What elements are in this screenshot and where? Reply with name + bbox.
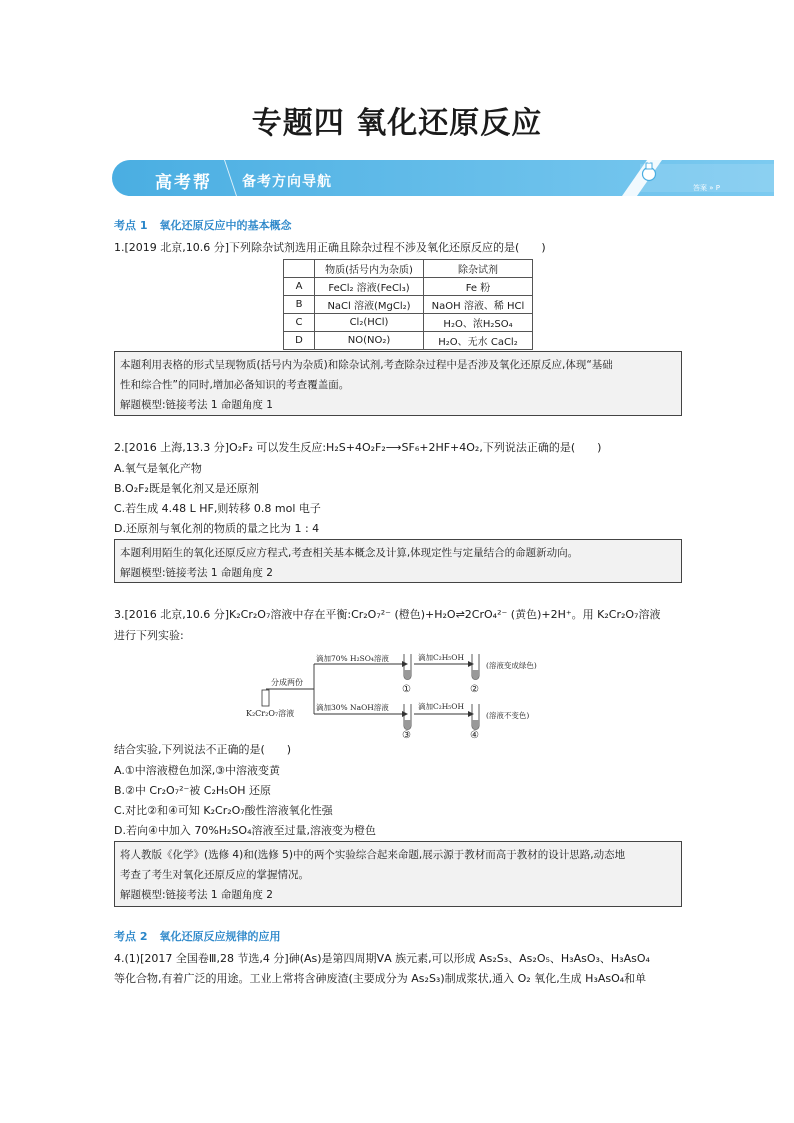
banner-subtitle: 备考方向导航 xyxy=(242,174,332,190)
note-line: 解题模型:链接考法 1 命题角度 2 xyxy=(120,889,273,901)
table-cell: A xyxy=(284,278,315,296)
question-3-stem-continued: 进行下列实验: xyxy=(114,629,184,642)
test-tube-icon xyxy=(472,704,479,730)
table-cell: NaCl 溶液(MgCl₂) xyxy=(315,296,424,314)
question-3-option: A.①中溶液橙色加深,③中溶液变黄 xyxy=(114,764,281,777)
table-row xyxy=(284,332,533,350)
note-line: 性和综合性”的同时,增加必备知识的考查覆盖面。 xyxy=(120,379,350,391)
question-4-stem-continued: 等化合物,有着广泛的用途。工业上常将含砷废渣(主要成分为 As₂S₃)制成浆状,通入 O₂ 氧化,生成 H₃AsO₄和单 xyxy=(114,972,647,985)
lightbulb-icon xyxy=(640,160,658,186)
question-3-prompt: 结合实验,下列说法不正确的是( ) xyxy=(114,743,292,756)
note-line: 考查了考生对氧化还原反应的掌握情况。 xyxy=(120,869,309,881)
question-4-stem: 4.(1)[2017 全国卷Ⅲ,28 节选,4 分]砷(As)是第四周期ⅤA 族元素,可以形成 As₂S₃、As₂O₅、H₃AsO₃、H₃AsO₄ xyxy=(114,952,650,965)
table-cell: H₂O、浓H₂SO₄ xyxy=(424,314,533,332)
section-heading-1 xyxy=(114,218,291,234)
tube-label-2: ② xyxy=(470,684,479,695)
table-cell: B xyxy=(284,296,315,314)
table-header-cell: 除杂试剂 xyxy=(424,260,533,278)
question-2-option: D.还原剂与氧化剂的物质的量之比为 1 : 4 xyxy=(114,522,320,535)
tube-label-3: ③ xyxy=(402,730,411,740)
test-tube-icon xyxy=(472,654,479,680)
table-header-row xyxy=(284,260,533,278)
question-1-table xyxy=(283,259,533,350)
note-line: 本题利用表格的形式呈现物质(括号内为杂质)和除杂试剂,考查除杂过程中是否涉及氧化还原反应,体现“基础 xyxy=(120,359,613,371)
note-line: 将人教版《化学》(选修 4)和(选修 5)中的两个实验综合起来命题,展示源于教材而高于教材的设计思路,动态地 xyxy=(120,849,626,861)
test-tube-icon xyxy=(404,654,411,680)
split-label: 分成两份 xyxy=(271,678,303,687)
question-3-note-box xyxy=(114,841,682,907)
section-label: 考点 2 xyxy=(114,930,148,943)
question-3-option: B.②中 Cr₂O₇²⁻被 C₂H₅OH 还原 xyxy=(114,784,271,797)
table-header-cell xyxy=(284,260,315,278)
top-result-label: (溶液变成绿色) xyxy=(486,661,537,670)
question-1-note-box xyxy=(114,351,682,416)
section-title: 氧化还原反应中的基本概念 xyxy=(159,219,292,232)
note-line: 本题利用陌生的氧化还原反应方程式,考查相关基本概念及计算,体现定性与定量结合的命题新动向。 xyxy=(120,547,579,559)
answer-page-tag: 答案 » P xyxy=(693,184,720,192)
page-title: 专题四 氧化还原反应 xyxy=(251,106,543,141)
banner-brand: 高考帮 xyxy=(155,173,212,193)
question-2-note-box xyxy=(114,539,682,583)
question-3-stem: 3.[2016 北京,10.6 分]K₂Cr₂O₇溶液中存在平衡:Cr₂O₇²⁻ (橙色)+H₂O⇌2CrO₄²⁻ (黄色)+2H⁺。用 K₂Cr₂O₇溶液 xyxy=(114,608,661,621)
question-2-stem: 2.[2016 上海,13.3 分]O₂F₂ 可以发生反应:H₂S+4O₂F₂⟶SF₆+2HF+4O₂,下列说法正确的是( ) xyxy=(114,441,602,454)
start-solution-label: K₂Cr₂O₇溶液 xyxy=(246,709,295,718)
top-ethanol-label: 滴加C₂H₅OH xyxy=(418,653,464,662)
tube-label-1: ① xyxy=(402,684,411,695)
table-cell: H₂O、无水 CaCl₂ xyxy=(424,332,533,350)
section-label: 考点 1 xyxy=(114,219,148,232)
table-header-cell: 物质(括号内为杂质) xyxy=(315,260,424,278)
table-row xyxy=(284,278,533,296)
table-row xyxy=(284,314,533,332)
question-2-option: B.O₂F₂既是氧化剂又是还原剂 xyxy=(114,482,259,495)
tube-label-4: ④ xyxy=(470,730,479,740)
bottom-reagent-label: 滴加30% NaOH溶液 xyxy=(316,703,389,712)
test-tube-icon xyxy=(404,704,411,730)
table-cell: Fe 粉 xyxy=(424,278,533,296)
note-line: 解题模型:链接考法 1 命题角度 2 xyxy=(120,567,273,579)
test-tube-icon xyxy=(262,690,269,706)
question-3-option: D.若向④中加入 70%H₂SO₄溶液至过量,溶液变为橙色 xyxy=(114,824,377,837)
section-title: 氧化还原反应规律的应用 xyxy=(159,930,281,943)
question-2-option: A.氧气是氧化产物 xyxy=(114,462,202,475)
section-heading-2 xyxy=(114,929,280,945)
table-row xyxy=(284,296,533,314)
table-cell: NaOH 溶液、稀 HCl xyxy=(424,296,533,314)
bottom-result-label: (溶液不变色) xyxy=(486,711,530,720)
table-cell: Cl₂(HCl) xyxy=(315,314,424,332)
table-cell: NO(NO₂) xyxy=(315,332,424,350)
table-cell: FeCl₂ 溶液(FeCl₃) xyxy=(315,278,424,296)
question-1-stem: 1.[2019 北京,10.6 分]下列除杂试剂选用正确且除杂过程不涉及氧化还原反应的是( ) xyxy=(114,241,546,254)
table-cell: C xyxy=(284,314,315,332)
top-reagent-label: 滴加70% H₂SO₄溶液 xyxy=(316,654,389,663)
table-cell: D xyxy=(284,332,315,350)
note-line: 解题模型:链接考法 1 命题角度 1 xyxy=(120,399,273,411)
question-2-option: C.若生成 4.48 L HF,则转移 0.8 mol 电子 xyxy=(114,502,321,515)
bottom-ethanol-label: 滴加C₂H₅OH xyxy=(418,702,464,711)
experiment-diagram xyxy=(244,652,574,740)
question-3-option: C.对比②和④可知 K₂Cr₂O₇酸性溶液氧化性强 xyxy=(114,804,333,817)
